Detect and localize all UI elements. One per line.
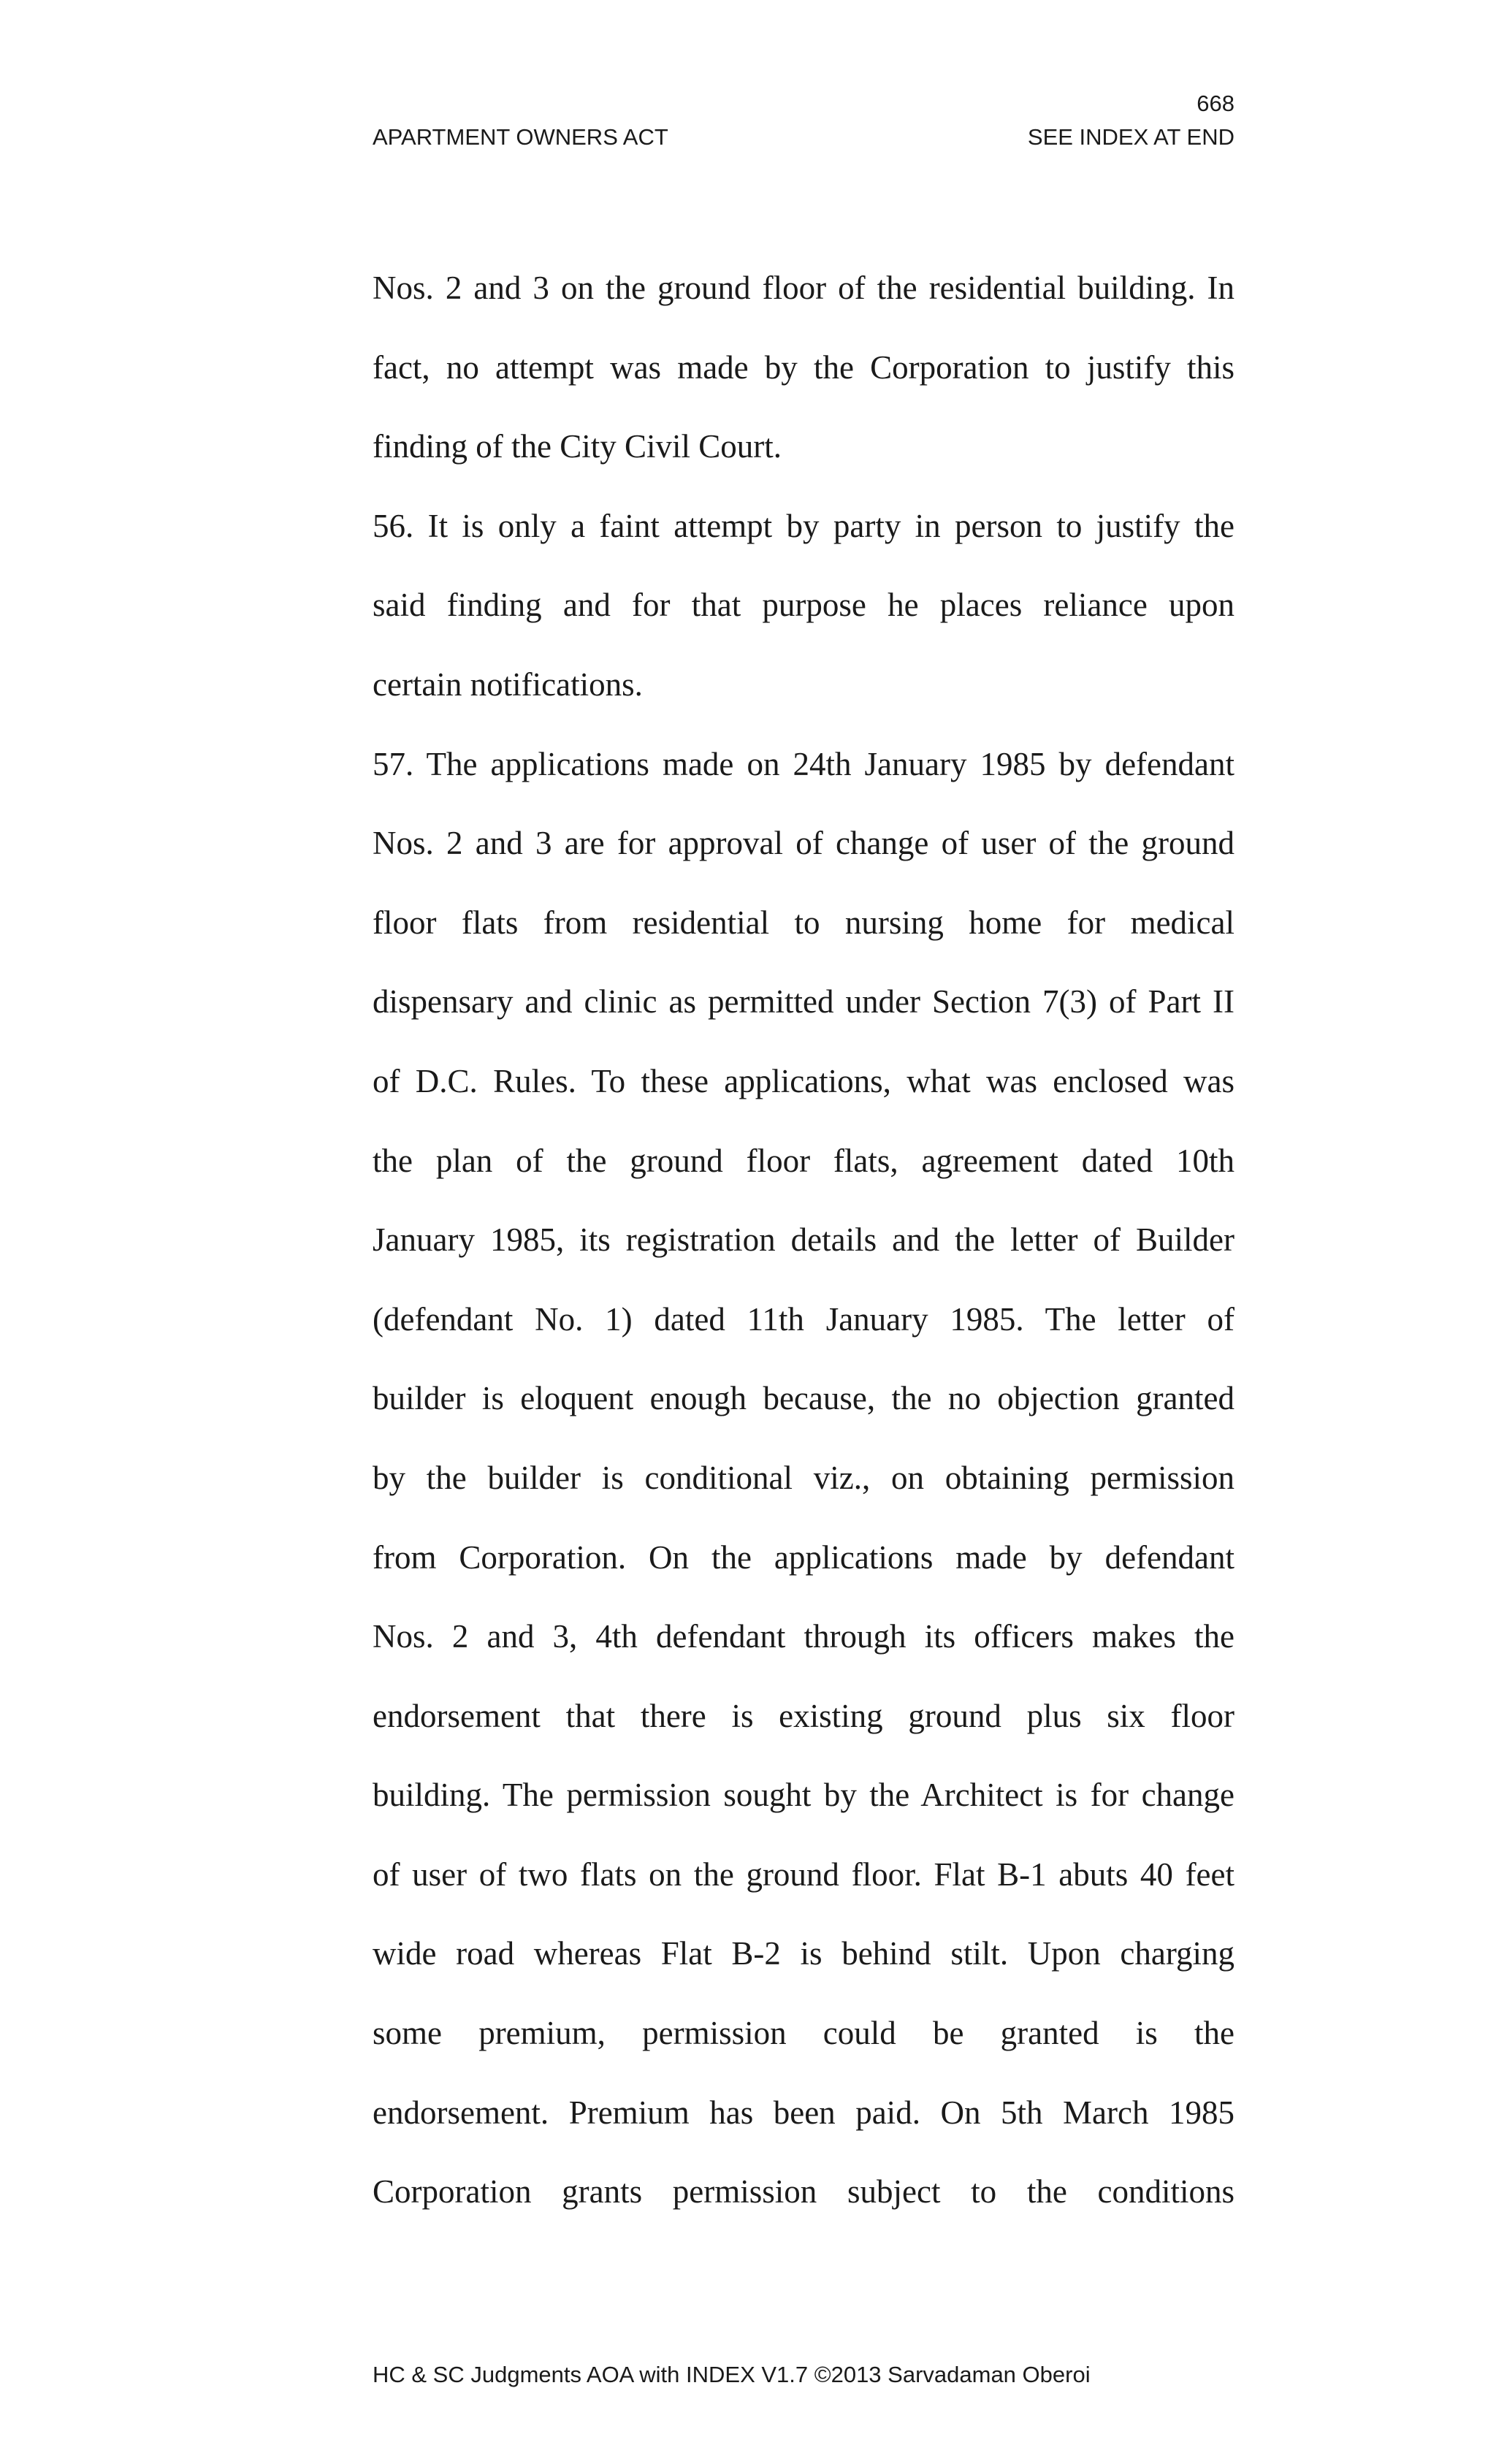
text-line: dispensary and clinic as permitted under Section 7(3) of Part II: [373, 983, 1234, 1021]
text-line: building. The permission sought by the Architect is for change: [373, 1777, 1234, 1814]
text-line: said finding and for that purpose he places reliance upon: [373, 587, 1234, 624]
text-line: Nos. 2 and 3 on the ground floor of the residential building. In: [373, 270, 1234, 306]
paragraph-57-line: 57. The applications made on 24th January 1985 by defendant: [373, 745, 1234, 782]
text-line: builder is eloquent enough because, the no objection granted: [373, 1380, 1234, 1417]
text-line: of user of two flats on the ground floor. Flat B-1 abuts 40 feet: [373, 1855, 1234, 1893]
text-line: January 1985, its registration details and the letter of Builder: [373, 1221, 1234, 1259]
text-line: from Corporation. On the applications made by defendant: [373, 1538, 1234, 1576]
text-line: floor flats from residential to nursing home for medical: [373, 904, 1234, 941]
text-line: finding of the City Civil Court.: [373, 428, 782, 465]
text-line: Corporation grants permission subject to the conditions: [373, 2173, 1234, 2211]
text-line: certain notifications.: [373, 665, 643, 703]
judgment-body: [373, 265, 1234, 2249]
text-line: some premium, permission could be granted is the: [373, 2015, 1234, 2052]
text-line: endorsement. Premium has been paid. On 5th March 1985: [373, 2094, 1234, 2131]
page-number: 668: [1197, 91, 1234, 116]
running-header-index-note: SEE INDEX AT END: [1027, 124, 1234, 150]
text-line: endorsement that there is existing ground plus six floor: [373, 1697, 1234, 1734]
paragraph-56-line: 56. It is only a faint attempt by party in person to justify the: [373, 507, 1234, 544]
text-line: (defendant No. 1) dated 11th January 1985. The letter of: [373, 1300, 1234, 1338]
text-line: of D.C. Rules. To these applications, what was enclosed was: [373, 1062, 1234, 1099]
text-line: wide road whereas Flat B-2 is behind stilt. Upon charging: [373, 1935, 1234, 1972]
text-line: fact, no attempt was made by the Corporation to justify this: [373, 348, 1234, 386]
text-line: Nos. 2 and 3, 4th defendant through its officers makes the: [373, 1618, 1234, 1655]
running-header-title: APARTMENT OWNERS ACT: [373, 124, 668, 150]
text-line: Nos. 2 and 3 are for approval of change of user of the ground: [373, 825, 1234, 862]
page-footer: HC & SC Judgments AOA with INDEX V1.7 ©2013 Sarvadaman Oberoi: [373, 2362, 1091, 2387]
text-line: by the builder is conditional viz., on obtaining permission: [373, 1459, 1234, 1496]
text-line: the plan of the ground floor flats, agreement dated 10th: [373, 1142, 1234, 1179]
